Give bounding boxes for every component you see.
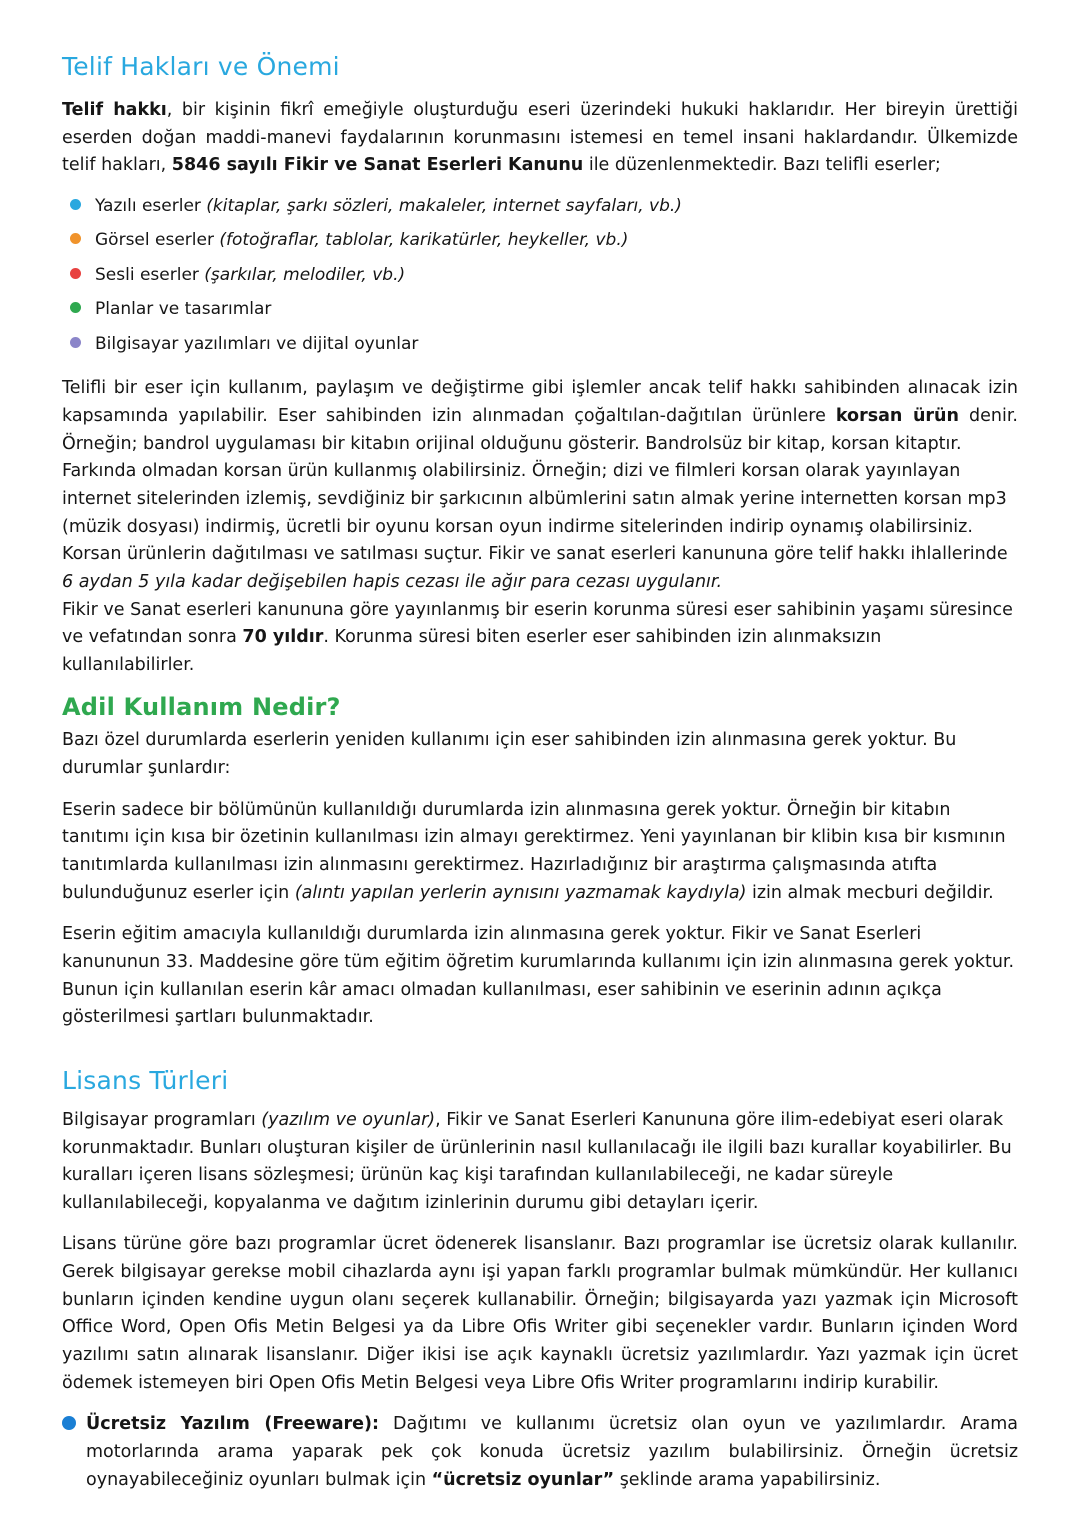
license-text-2: , Fikir ve Sanat Eserleri Kanununa göre ilim-edebiyat eseri olarak korunmaktadır. Bunları oluşturan kişiler de ürünlerinin nasıl kullanılacağı ile ilgili bazı kurallar koyabilirler. Bu kuralları içeren lisans sözleşmesi; ürünün kaç kişi tarafından kullanılabileceği, ne kadar süreyle kullanılabileceği, kopyalanma ve dağıtım izinlerinin durumu gibi detayları içerir. <box>62 1109 1012 1213</box>
fair-use-intro: Bazı özel durumlarda eserlerin yeniden kullanımı için eser sahibinden izin alınmasına gerek yoktur. Bu durumlar şunlardır: <box>62 730 957 779</box>
bullet-dot-icon <box>70 302 81 313</box>
list-item-label: Planlar ve tasarımlar <box>95 299 272 320</box>
protection-text-1: Fikir ve Sanat eserleri kanununa göre yayınlanmış bir eserin korunma süresi eser sahibinin yaşamı süresince ve vefatından sonra <box>62 599 1013 648</box>
freeware-term: Ücretsiz Yazılım (Freeware): <box>86 1414 380 1435</box>
section-title-license-types: Lisans Türleri <box>62 1065 229 1095</box>
freeware-item <box>62 1411 1018 1494</box>
bullet-dot-icon <box>70 233 81 244</box>
protection-years: 70 yıldır <box>242 627 324 648</box>
freeware-text <box>86 1411 1018 1494</box>
piracy-text-1: Telifli bir eser için kullanım, paylaşım ve değiştirme gibi işlemler ancak telif hakkı sahibinden alınacak izin kapsamında yapılabilir. Eser sahibinden izin alınmadan çoğaltılan-dağıtılan ürünlere <box>62 378 1018 427</box>
penalty-italic: 6 aydan 5 yıla kadar değişebilen hapis cezası ile ağır para cezası uygulanır. <box>62 571 723 592</box>
unaware-piracy-paragraph <box>62 458 1018 596</box>
piracy-paragraph <box>62 375 1018 458</box>
intro-text-2: ile düzenlenmektedir. Bazı telifli eserler; <box>583 155 941 176</box>
list-item-label: Bilgisayar yazılımları ve dijital oyunlar <box>95 333 419 354</box>
protection-text-2: . Korunma süresi biten eserler eser sahibinden izin alınmaksızın kullanılabilirler. <box>62 627 882 675</box>
list-item <box>70 263 1018 289</box>
section-title-fair-use: Adil Kullanım Nedir? <box>62 693 341 722</box>
bullet-dot-icon <box>70 268 81 279</box>
protection-period-paragraph <box>62 597 1018 680</box>
list-item <box>70 332 1018 358</box>
freeware-text-1: Dağıtımı ve kullanımı ücretsiz olan oyun ve yazılımlardır. Arama motorlarında arama yaparak pek çok konuda ücretsiz yazılım bulabilirsiniz. Örneğin ücretsiz oynayabileceğiniz oyunları bulmak için <box>86 1414 1018 1490</box>
fair-use-education: Eserin eğitim amacıyla kullanıldığı durumlarda izin alınmasına gerek yoktur. Fikir ve Sanat Eserleri kanununun 33. Maddesine göre tüm eğitim öğretim kurumlarında kullanımı için izin alınmasına gerek yoktur. Bunun için kullanılan eserin kâr amacı olmadan kullanılması, eser sahibinin ve eserinin adının açıkça gösterilmesi şartları bulunmaktadır. <box>62 924 1015 1028</box>
list-item-label: Görsel eserler (fotoğraflar, tablolar, karikatürler, heykeller, vb.) <box>95 230 629 251</box>
bullet-dot-icon <box>70 199 81 210</box>
intro-paragraph <box>62 97 1018 180</box>
bullet-dot-icon <box>62 1416 76 1430</box>
list-item-label: Sesli eserler (şarkılar, melodiler, vb.) <box>95 264 406 285</box>
piracy-bold-term: korsan ürün <box>835 406 959 427</box>
license-text-1: Bilgisayar programları <box>62 1109 262 1130</box>
unaware-text: Farkında olmadan korsan ürün kullanmış olabilirsiniz. Örneğin; dizi ve filmleri korsan olarak yayınlayan internet sitelerinden izlemiş, sevdiğiniz bir şarkıcının albümlerini satın almak yerine internetten korsan mp3 (müzik dosyası) indirmiş, ücretli bir oyunu korsan oyun indirme sitelerinden indirip oynamış olabilirsiniz. Korsan ürünlerin dağıtılması ve satılması suçtur. Fikir ve sanat eserleri kanununa göre telif hakkı ihlallerinde <box>62 461 1008 565</box>
license-italic: (yazılım ve oyunlar) <box>261 1109 436 1130</box>
fair-use-partial-use <box>62 797 1018 908</box>
page-title: Telif Hakları ve Önemi <box>62 52 340 81</box>
piracy-text-2: denir. Örneğin; bandrol uygulaması bir kitabın orijinal olduğunu gösterir. Bandrolsüz bir kitap, korsan kitaptır. <box>62 406 1018 454</box>
intro-bold-term: Telif hakkı <box>62 100 167 120</box>
bullet-dot-icon <box>70 337 81 348</box>
list-item <box>70 194 1018 220</box>
license-examples-paragraph: Lisans türüne göre bazı programlar ücret ödenerek lisanslanır. Bazı programlar ise ücretsiz olarak kullanılır. Gerek bilgisayar gerekse mobil cihazlarda aynı işi yapan farklı programlar bulmak mümkündür. Her kullanıcı bunların içinden kendine uygun olanı seçerek kullanabilir. Örneğin; bilgisayarda yazı yazmak için Microsoft Office Word, Open Ofis Metin Belgesi ya da Libre Ofis Writer gibi seçenekler vardır. Bunların içinden Word yazılımı satın alınarak lisanslanır. Diğer ikisi ise açık kaynaklı ücretsiz yazılımlardır. Yazı yazmak için ücret ödemek istemeyen biri Open Ofis Metin Belgesi veya Libre Ofis Writer programlarını indirip kurabilir. <box>62 1234 1018 1393</box>
freeware-text-2: şeklinde arama yapabilirsiniz. <box>614 1469 881 1490</box>
list-item <box>70 228 1018 254</box>
intro-text-1: , bir kişinin fikrî emeğiyle oluşturduğu eseri üzerindeki hukuki haklarıdır. Her bireyin ürettiği eserden doğan maddi-manevi faydalarının korunmasını istemesi en temel insani haklardandır. Ülkemizde telif hakları, <box>62 100 1018 176</box>
law-name: 5846 sayılı Fikir ve Sanat Eserleri Kanunu <box>171 155 584 176</box>
partial-use-text-2: izin almak mecburi değildir. <box>746 882 994 903</box>
list-item-label: Yazılı eserler (kitaplar, şarkı sözleri, makaleler, internet sayfaları, vb.) <box>95 195 682 216</box>
freeware-search-query: “ücretsiz oyunlar” <box>431 1469 615 1490</box>
partial-use-text-1: Eserin sadece bir bölümünün kullanıldığı durumlarda izin alınmasına gerek yoktur. Örneğin bir kitabın tanıtımı için kısa bir özetinin kullanılması izin almayı gerektirmez. Yeni yayınlanan bir klibin kısa bir kısmının tanıtımlarda kullanılması izin alınmasını gerektirmez. Hazırladığınız bir araştırma çalışmasında atıfta bulunduğunuz eserler için <box>62 799 1006 903</box>
partial-use-italic: (alıntı yapılan yerlerin aynısını yazmamak kaydıyla) <box>294 882 747 903</box>
list-item <box>70 297 1018 323</box>
works-list <box>62 194 1018 358</box>
license-intro-paragraph <box>62 1107 1018 1218</box>
